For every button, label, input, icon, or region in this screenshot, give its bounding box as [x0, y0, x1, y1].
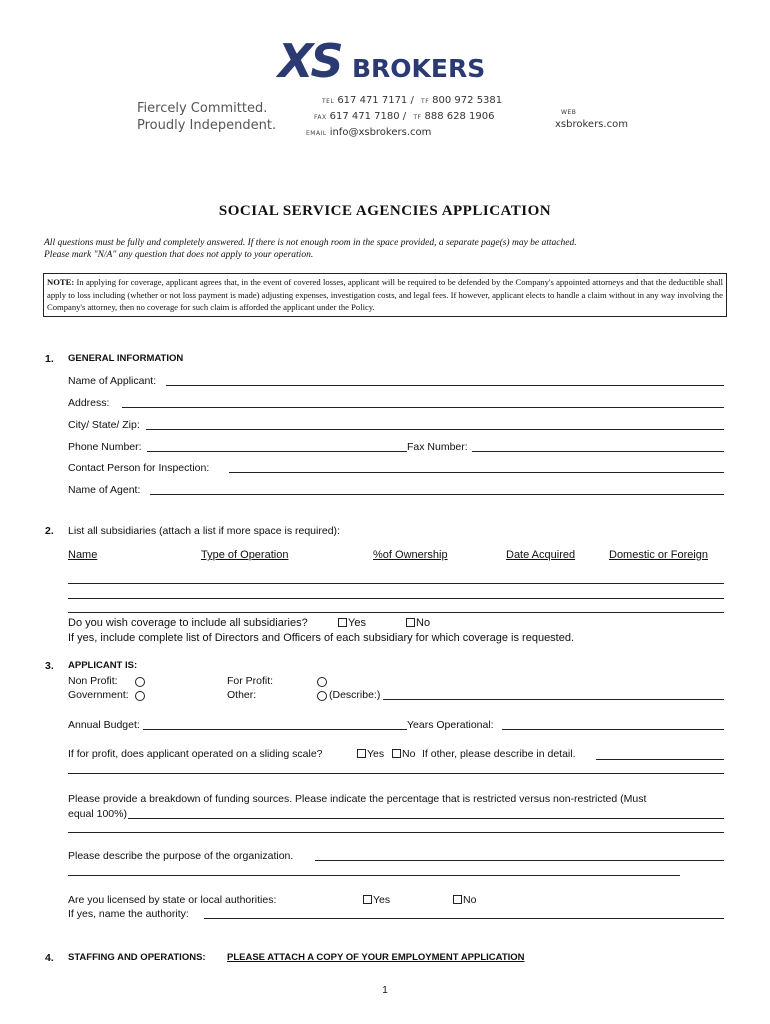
fax-row	[306, 109, 502, 125]
tel-label: TEL	[322, 98, 335, 105]
funding-field[interactable]	[128, 818, 724, 819]
tel-number: 617 471 7171 /	[337, 95, 414, 106]
address-field[interactable]	[122, 407, 724, 408]
for-profit-label: For Profit:	[227, 675, 274, 687]
city-state-zip-label: City/ State/ Zip:	[68, 419, 140, 431]
if-other-field-line-2[interactable]	[68, 773, 724, 774]
yes-label: Yes	[367, 748, 385, 760]
include-subsidiaries-question: Do you wish coverage to include all subsidiaries?	[68, 617, 308, 629]
no-label: No	[402, 748, 416, 760]
intro-text	[44, 237, 734, 261]
column-ownership: %of Ownership	[373, 549, 448, 561]
no-label: No	[463, 894, 477, 906]
if-yes-directors-text: If yes, include complete list of Directors and Officers of each subsidiary for which coverage is requested.	[68, 632, 575, 644]
if-other-label: If other, please describe in detail.	[422, 748, 576, 760]
non-profit-label: Non Profit:	[68, 675, 118, 687]
section-3-heading: APPLICANT IS:	[68, 660, 138, 671]
tf-label: TF	[421, 98, 430, 105]
fax-number-field[interactable]	[472, 451, 724, 452]
section-1-number: 1.	[45, 353, 54, 365]
tagline-line-2: Proudly Independent.	[137, 118, 277, 133]
section-1-heading: GENERAL INFORMATION	[68, 353, 184, 364]
name-of-applicant-field[interactable]	[166, 385, 724, 386]
tf2-number: 888 628 1906	[424, 111, 495, 122]
authority-label: If yes, name the authority:	[68, 908, 189, 920]
sliding-scale-no[interactable]	[392, 748, 415, 760]
section-4-number: 4.	[45, 952, 54, 964]
phone-number-field[interactable]	[147, 451, 407, 452]
no-label: No	[416, 617, 431, 629]
address-label: Address:	[68, 397, 110, 409]
include-subsidiaries-no[interactable]	[406, 617, 430, 629]
column-date-acquired: Date Acquired	[506, 549, 576, 561]
intro-line-1: All questions must be fully and completely answered. If there is not enough room in the space provided, a separate page(s) may be attached.	[44, 238, 577, 248]
logo-xs-text: XS	[278, 34, 341, 88]
note-label: NOTE:	[47, 277, 75, 287]
non-profit-radio[interactable]	[135, 677, 145, 687]
describe-field[interactable]	[383, 699, 724, 700]
contact-person-field[interactable]	[229, 472, 724, 473]
licensed-no[interactable]	[453, 894, 476, 906]
contact-info	[306, 93, 502, 141]
phone-number-label: Phone Number:	[68, 441, 142, 453]
government-radio[interactable]	[135, 691, 145, 701]
if-other-field[interactable]	[596, 759, 724, 760]
section-4-heading: STAFFING AND OPERATIONS:	[68, 952, 206, 963]
government-label: Government:	[68, 689, 129, 701]
checkbox-icon[interactable]	[357, 749, 366, 758]
licensed-yes[interactable]	[363, 894, 390, 906]
years-operational-label: Years Operational:	[407, 719, 494, 731]
web-address: xsbrokers.com	[555, 119, 628, 130]
name-of-agent-field[interactable]	[150, 494, 724, 495]
column-name: Name	[68, 549, 98, 561]
sliding-scale-question: If for profit, does applicant operated on a sliding scale?	[68, 748, 323, 760]
purpose-field-line-2[interactable]	[68, 875, 680, 876]
include-subsidiaries-yes[interactable]	[338, 617, 366, 629]
column-domestic-or-foreign: Domestic or Foreign	[609, 549, 709, 561]
logo-brokers-text: BROKERS	[352, 54, 486, 83]
sliding-scale-yes[interactable]	[357, 748, 384, 760]
years-operational-field[interactable]	[502, 729, 724, 730]
checkbox-icon[interactable]	[338, 618, 347, 627]
note-box	[43, 273, 727, 317]
tagline-line-1: Fiercely Committed.	[137, 101, 268, 116]
funding-question-line-1: Please provide a breakdown of funding sources. Please indicate the percentage that is restricted versus non-restricted (Must	[68, 793, 647, 805]
section-3-number: 3.	[45, 660, 54, 672]
other-label: Other:	[227, 689, 257, 701]
purpose-field[interactable]	[315, 860, 724, 861]
name-of-agent-label: Name of Agent:	[68, 484, 141, 496]
authority-field[interactable]	[204, 918, 724, 919]
email-address: info@xsbrokers.com	[329, 127, 432, 138]
section-4-subheading: PLEASE ATTACH A COPY OF YOUR EMPLOYMENT APPLICATION	[227, 952, 525, 963]
yes-label: Yes	[373, 894, 391, 906]
page-title: SOCIAL SERVICE AGENCIES APPLICATION	[218, 203, 552, 219]
funding-field-line-2[interactable]	[68, 832, 724, 833]
phone-row	[306, 93, 502, 109]
tf2-label: TF	[413, 114, 422, 121]
purpose-question: Please describe the purpose of the organization.	[68, 850, 294, 862]
name-of-applicant-label: Name of Applicant:	[68, 375, 157, 387]
note-text: In applying for coverage, applicant agrees that, in the event of covered losses, applicant will be required to be defended by the Company's appointed attorneys and that the deductible shall apply to loss including (whether or not loss payment is made) adjusting expenses, investigation costs, and legal fees. If however, applicant elects to handle a claim without in any way involving the Company's attorney, then no coverage for such claim is afforded the applicant under the Policy.	[47, 277, 723, 312]
subsidiary-row-3[interactable]	[68, 612, 724, 613]
email-row	[306, 125, 502, 141]
fax-label: FAX	[314, 114, 327, 121]
company-logo	[278, 34, 492, 88]
annual-budget-field[interactable]	[143, 729, 407, 730]
tf-number: 800 972 5381	[432, 95, 503, 106]
email-label: EMAIL	[306, 130, 327, 137]
yes-label: Yes	[348, 617, 366, 629]
checkbox-icon[interactable]	[392, 749, 401, 758]
intro-line-2: Please mark "N/A" any question that does not apply to your operation.	[44, 250, 314, 260]
subsidiaries-prompt: List all subsidiaries (attach a list if more space is required):	[68, 525, 340, 537]
subsidiary-row-1[interactable]	[68, 583, 724, 584]
checkbox-icon[interactable]	[406, 618, 415, 627]
subsidiary-row-2[interactable]	[68, 598, 724, 599]
annual-budget-label: Annual Budget:	[68, 719, 140, 731]
page-number: 1	[382, 985, 388, 996]
city-state-zip-field[interactable]	[146, 429, 724, 430]
for-profit-radio[interactable]	[317, 677, 327, 687]
fax-number: 617 471 7180 /	[329, 111, 407, 122]
column-type-of-operation: Type of Operation	[201, 549, 289, 561]
tagline	[137, 100, 276, 134]
other-radio[interactable]	[317, 691, 327, 701]
licensed-question: Are you licensed by state or local authorities:	[68, 894, 277, 906]
checkbox-icon[interactable]	[363, 895, 372, 904]
contact-person-label: Contact Person for Inspection:	[68, 462, 210, 474]
web-label: WEB	[561, 109, 577, 116]
fax-number-label: Fax Number:	[407, 441, 468, 453]
section-2-number: 2.	[45, 525, 54, 537]
funding-question-line-2: equal 100%)	[68, 808, 127, 820]
checkbox-icon[interactable]	[453, 895, 462, 904]
describe-label: (Describe:)	[329, 689, 381, 701]
web-info	[555, 107, 628, 131]
